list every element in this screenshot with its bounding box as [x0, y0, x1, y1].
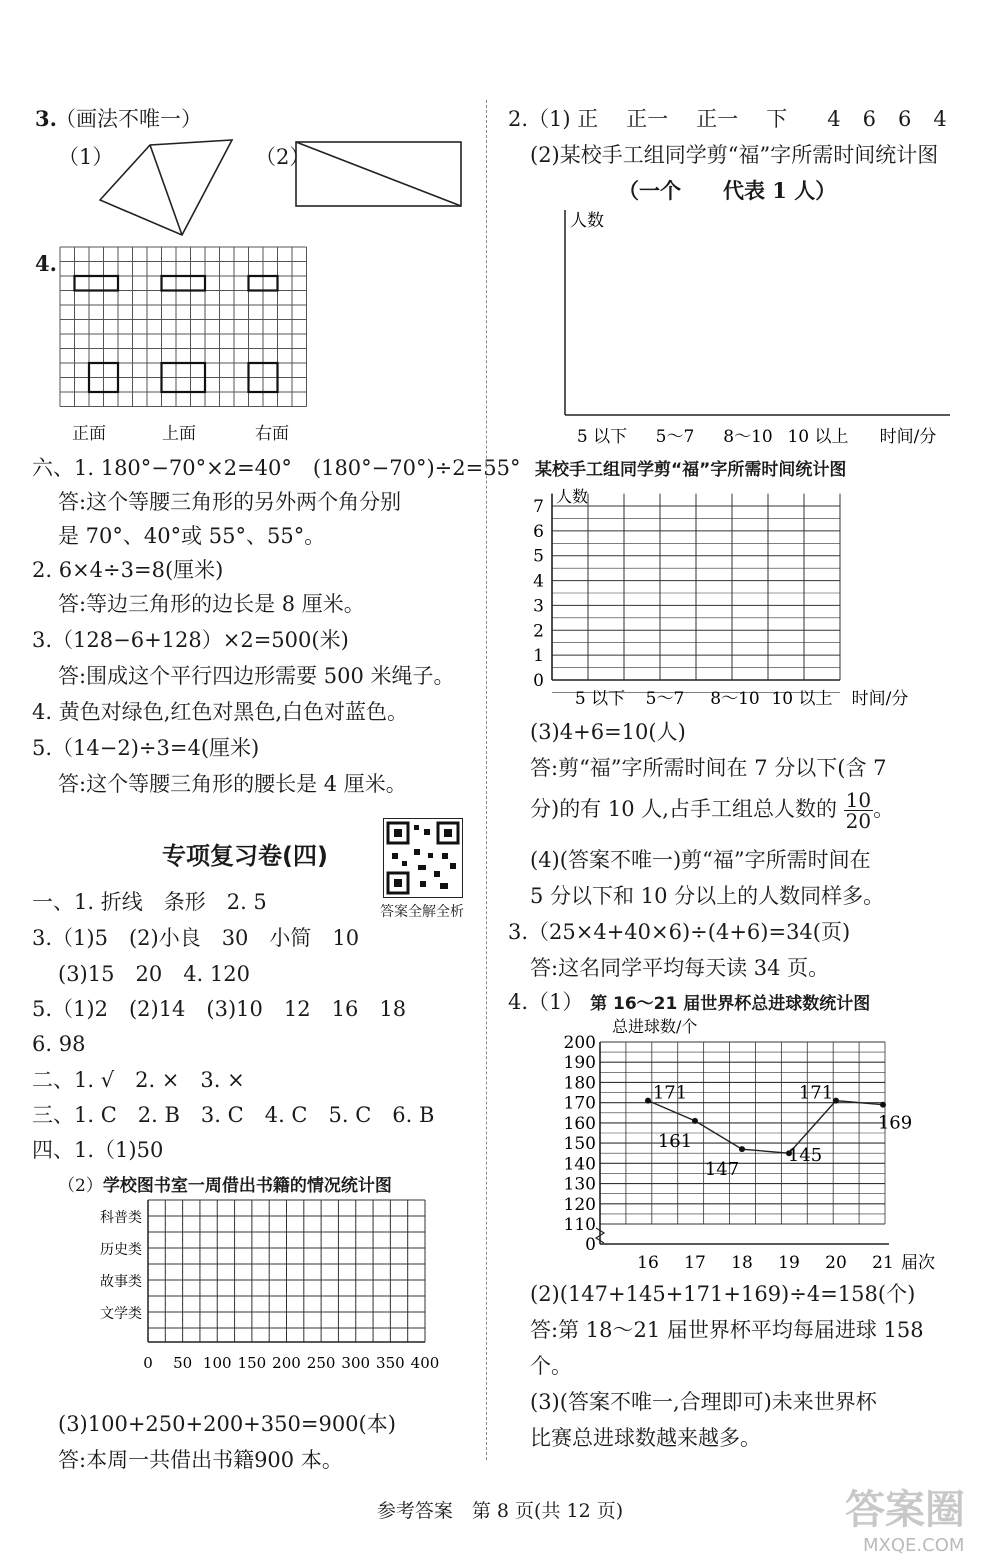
quadrilateral-figure	[100, 140, 232, 235]
views-grid	[58, 245, 316, 415]
q4a: (4)(答案不唯一)剪“福”字所需时间在	[530, 848, 871, 872]
time-x-label: 5 以下	[574, 689, 626, 709]
book-x-tick: 250	[306, 1354, 336, 1372]
s6-q2-answer: 答:等边三角形的边长是 8 厘米。	[58, 592, 365, 616]
r-line6: 6. 98	[32, 1032, 86, 1056]
wc-y-tick: 130	[563, 1174, 596, 1195]
wc-data-label: 171	[798, 1082, 834, 1104]
wc-point	[833, 1098, 839, 1104]
book-x-tick: 0	[143, 1354, 153, 1372]
q3-sub1: （1）	[58, 145, 114, 169]
time-y-tick: 1	[533, 646, 544, 667]
view-label-front: 正面	[72, 424, 106, 444]
s6-q5-answer: 答:这个等腰三角形的腰长是 4 厘米。	[58, 772, 407, 796]
s6-q3: 3.（128−6+128）×2=500(米)	[32, 628, 349, 652]
time-y-tick: 5	[533, 546, 544, 567]
wc-data-label: 161	[657, 1130, 693, 1152]
s6-q3-answer: 答:围成这个平行四边形需要 500 米绳子。	[58, 664, 455, 688]
s6-q5: 5.（14−2)÷3=4(厘米)	[32, 736, 260, 760]
wc-y-tick: 190	[563, 1053, 596, 1074]
wc-y-tick: 150	[563, 1134, 596, 1155]
view-label-top: 上面	[162, 424, 196, 444]
r-line3b: (3)15 20 4. 120	[58, 962, 250, 986]
empty-chart-x-label: 5～7	[655, 427, 695, 447]
tally-item: 6	[862, 107, 877, 131]
wc-ylabel: 总进球数/个	[612, 1017, 698, 1036]
q3a: (3)4+6=10(人)	[530, 720, 686, 744]
q2-line1: 2.（1) 正 正一 正一 下 4 6 6 4	[508, 107, 947, 131]
wc-axis-break	[596, 1228, 604, 1243]
q3c: 分)的有 10 人,占手工组总人数的 $\frac{10}{20}$ 。	[530, 788, 895, 833]
book-x-tick: 50	[173, 1354, 193, 1372]
book-x-tick: 350	[376, 1354, 405, 1372]
wc-x-tick: 17	[684, 1253, 706, 1272]
s6-line3: 是 70°、40°或 55°、55°。	[58, 524, 326, 548]
view-label-right: 右面	[255, 424, 289, 444]
wc-y-tick: 120	[563, 1194, 596, 1215]
s6-q2: 2. 6×4÷3=8(厘米)	[32, 558, 224, 582]
time-y-tick: 0	[533, 671, 544, 691]
wc-y-tick: 0	[585, 1235, 596, 1255]
book-x-tick: 300	[341, 1354, 371, 1372]
book-chart	[60, 1195, 460, 1375]
r-line3a: 3.（1)5 (2)小良 30 小简 10	[32, 926, 360, 950]
time-chart-title: 某校手工组同学剪“福”字所需时间统计图	[535, 460, 847, 480]
wc-y-tick: 110	[563, 1215, 596, 1235]
time-x-label: 8～10	[710, 689, 760, 709]
wc-xlabel: 届次	[901, 1253, 935, 1272]
watermark-logo: 答案圈 MXQE.COM	[845, 1487, 965, 1556]
r-line5: 5.（1)2 (2)14 (3)10 12 16 18	[32, 997, 407, 1021]
tally-item: 正	[577, 107, 599, 131]
time-y-tick: 4	[533, 571, 544, 592]
qr-caption: 答案全解全析	[380, 904, 464, 920]
quadrilateral-diagonal	[150, 145, 182, 235]
q3-shapes	[0, 0, 486, 250]
wc-x-tick: 18	[731, 1253, 753, 1272]
time-y-tick: 6	[533, 521, 544, 542]
time-y-tick: 7	[533, 497, 544, 517]
empty-chart-x-label: 10 以上	[787, 427, 849, 447]
tally-item: 6	[898, 107, 912, 131]
r-si-3: (3)100+250+200+350=900(本)	[58, 1412, 396, 1436]
chart-legend: （一个 代表 1 人）	[618, 178, 837, 203]
w3a: (3)(答案不唯一,合理即可)未来世界杯	[530, 1390, 877, 1414]
time-x-label: 5～7	[645, 689, 685, 709]
q3-label: 3.	[35, 106, 57, 131]
empty-time-chart	[540, 200, 960, 450]
wc-x-tick: 21	[872, 1253, 894, 1272]
book-x-tick: 100	[202, 1354, 232, 1372]
q3b: 答:剪“福”字所需时间在 7 分以下(含 7	[530, 756, 887, 780]
w2-answer: 答:第 18～21 届世界杯平均每届进球 158	[530, 1318, 924, 1342]
book-x-tick: 150	[237, 1354, 267, 1372]
s6-q4: 4. 黄色对绿色,红色对黑色,白色对蓝色。	[32, 700, 409, 724]
book-category-label: 文学类	[100, 1306, 142, 1322]
r-line1: 一、1. 折线 条形 2. 5	[32, 890, 267, 914]
r-si-3-answer: 答:本周一共借出书籍900 本。	[58, 1448, 343, 1472]
p4-line: 4.（1） 第 16～21 届世界杯总进球数统计图	[508, 990, 871, 1014]
tally-item: 4	[933, 107, 947, 131]
time-y-tick: 3	[533, 596, 544, 617]
tally-item: 下	[766, 107, 788, 131]
empty-chart-ylabel: 人数	[570, 211, 604, 231]
wc-y-tick: 160	[563, 1113, 596, 1134]
book-chart-title: （2）学校图书室一周借出书籍的情况统计图	[58, 1176, 392, 1196]
time-chart	[520, 480, 940, 710]
page-footer: 参考答案 第 8 页(共 12 页)	[376, 1500, 624, 1522]
p3-answer: 答:这名同学平均每天读 34 页。	[530, 956, 830, 980]
r-er: 二、1. √ 2. × 3. ×	[32, 1068, 245, 1092]
time-y-tick: 2	[533, 621, 544, 642]
q2-line2: (2)某校手工组同学剪“福”字所需时间统计图	[530, 143, 939, 167]
empty-chart-x-label: 5 以下	[576, 427, 628, 447]
book-category-label: 故事类	[100, 1274, 142, 1290]
tally-item: 正一	[626, 107, 669, 131]
q3-sub2: （2）	[255, 145, 311, 169]
wc-y-tick: 200	[563, 1033, 596, 1053]
r-si: 四、1.（1)50	[32, 1138, 164, 1162]
s6-line2: 答:这个等腰三角形的另外两个角分别	[58, 490, 402, 514]
wc-x-tick: 16	[637, 1253, 659, 1272]
time-chart-ylabel: 人数	[556, 487, 589, 506]
wc-y-tick: 170	[563, 1093, 596, 1114]
w2-answer-end: 个。	[530, 1354, 572, 1378]
time-x-label: 10 以上	[771, 689, 833, 709]
worldcup-chart	[540, 1012, 980, 1272]
q3-note: （画法不唯一）	[55, 107, 202, 131]
tally-item: 4	[827, 107, 841, 131]
wc-data-label: 147	[704, 1159, 740, 1181]
wc-data-label: 171	[652, 1082, 688, 1104]
p3: 3.（25×4+40×6)÷(4+6)=34(页)	[508, 920, 851, 944]
qr-code-icon	[384, 819, 462, 897]
empty-chart-x-label: 时间/分	[879, 427, 937, 447]
view-shape-top-left	[75, 276, 119, 291]
w3b: 比赛总进球数越来越多。	[530, 1426, 761, 1450]
book-category-label: 历史类	[100, 1242, 142, 1258]
wc-point	[880, 1102, 886, 1108]
s6-line1: 六、1. 180°−70°×2=40° (180°−70°)÷2=55°	[32, 456, 521, 480]
wc-point	[645, 1098, 651, 1104]
wc-data-label: 145	[787, 1145, 823, 1167]
wc-y-tick: 180	[563, 1073, 596, 1094]
wc-point	[739, 1146, 745, 1152]
q4b: 5 分以下和 10 分以上的人数同样多。	[530, 884, 885, 908]
q4-label: 4.	[35, 251, 57, 276]
tally-item: 正一	[696, 107, 739, 131]
fraction: $\frac{10}{20}$	[845, 788, 872, 833]
qr-code	[383, 818, 463, 898]
wc-x-tick: 19	[778, 1253, 800, 1272]
book-category-label: 科普类	[100, 1210, 142, 1226]
column-divider	[486, 100, 487, 1460]
rectangle-diagonal	[296, 142, 461, 206]
time-x-label: 时间/分	[851, 689, 909, 709]
wc-point	[692, 1118, 698, 1124]
w2: (2)(147+145+171+169)÷4=158(个)	[530, 1282, 916, 1306]
section-title: 专项复习卷(四)	[162, 842, 328, 870]
wc-y-tick: 140	[563, 1154, 596, 1175]
empty-chart-x-label: 8～10	[723, 427, 773, 447]
book-x-tick: 200	[272, 1354, 301, 1372]
view-shape-top-mid	[162, 276, 206, 291]
wc-data-label: 169	[877, 1112, 913, 1134]
wc-x-tick: 20	[825, 1253, 847, 1272]
r-san: 三、1. C 2. B 3. C 4. C 5. C 6. B	[32, 1103, 435, 1127]
book-x-tick: 400	[410, 1354, 440, 1372]
